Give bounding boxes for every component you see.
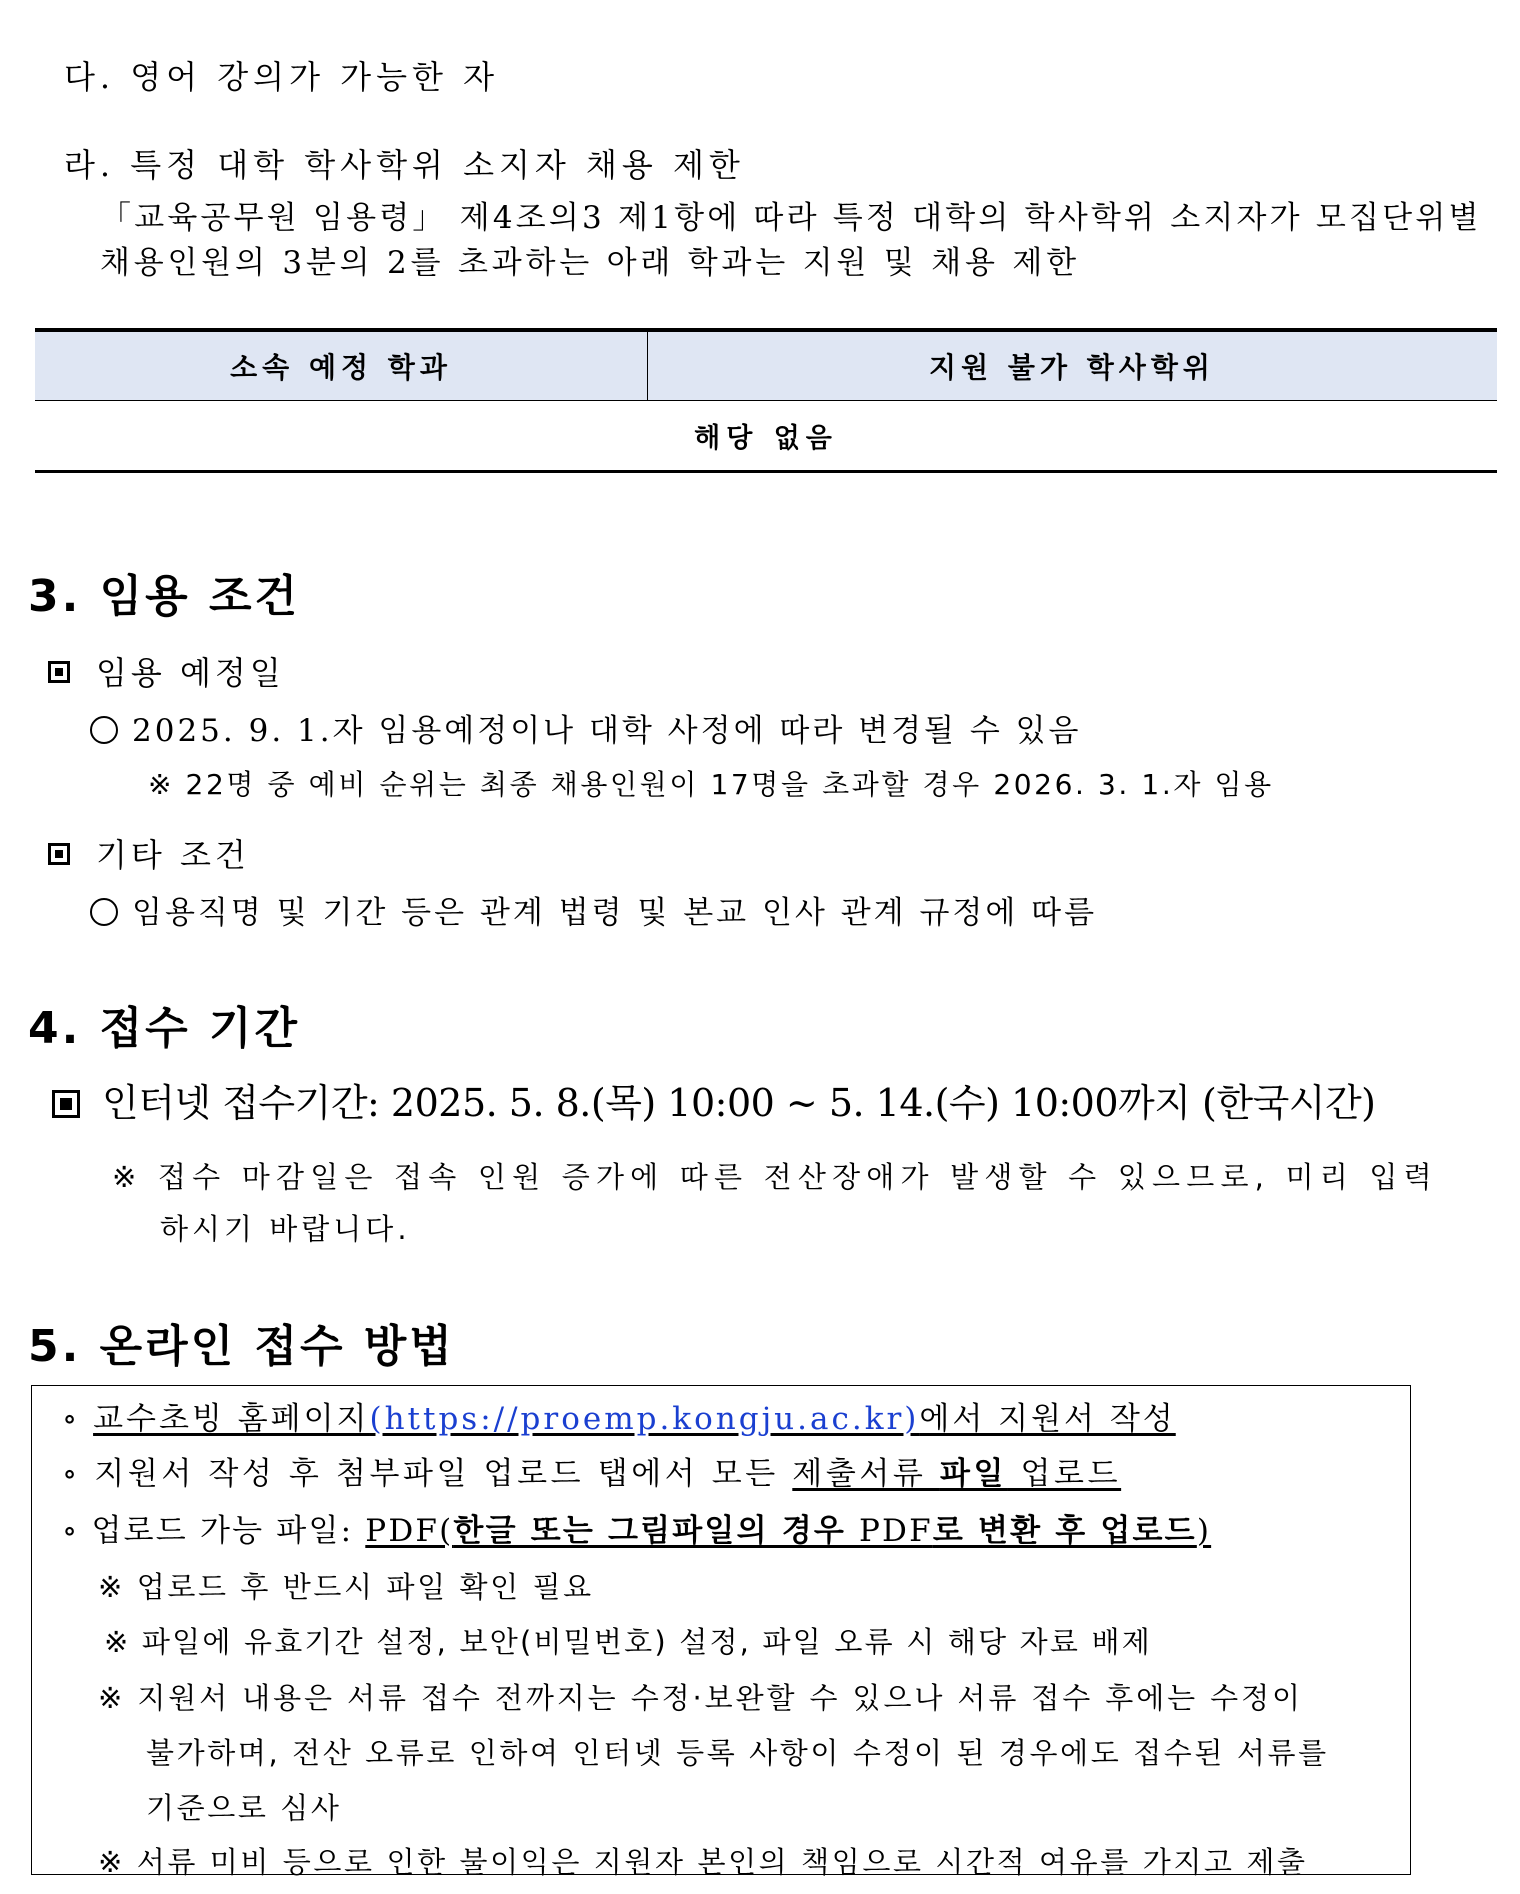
sec5-bullet3: [62, 1505, 1211, 1550]
square-bullet-icon: [48, 843, 70, 865]
table-row: 해당 없음: [35, 401, 1497, 473]
qualification-da: 다. 영어 강의가 가능한 자: [64, 58, 499, 96]
sec3-item1-note: ※ 22명 중 예비 순위는 최종 채용인원이 17명을 초과할 경우 2026. 3. 1.자 임용: [148, 768, 1274, 801]
sec5-b2-pre: 지원서 작성 후 첨부파일 업로드 탭에서 모든: [94, 1456, 793, 1492]
sec5-b2-u3: 업로드: [1007, 1456, 1122, 1492]
section-3-title: 3. 임용 조건: [28, 571, 300, 622]
sec3-item2-circle-row: [90, 887, 1097, 932]
table-header: [35, 328, 1497, 401]
square-bullet-icon: [48, 661, 70, 683]
bullet-dot-icon: ∘: [62, 1401, 81, 1437]
sec5-b3-pre: 업로드 가능 파일:: [91, 1513, 366, 1549]
sec5-note3-line3: 기준으로 심사: [146, 1791, 342, 1825]
sec5-bullet1: [62, 1393, 1176, 1438]
sec3-item2-title: 기타 조건: [96, 836, 250, 874]
bullet-dot-icon: ∘: [62, 1456, 81, 1492]
sec5-bullet2: [62, 1448, 1121, 1493]
sec4-period: 인터넷 접수기간: 2025. 5. 8.(목) 10:00 ∼ 5. 14.(수) 10:00까지 (한국시간): [102, 1081, 1376, 1125]
sec5-note3-line2: 불가하며, 전산 오류로 인하여 인터넷 등록 사항이 수정이 된 경우에도 접수된 서류를: [146, 1736, 1329, 1770]
sec5-b1-pre: 교수초빙 홈페이지: [93, 1401, 370, 1437]
sec5-b3-u4: 로 변환 후 업로드: [932, 1513, 1197, 1549]
sec5-note4: ※ 서류 미비 등으로 인한 불이익은 지원자 본인의 책임으로 시간적 여유를 가지고 제출: [98, 1845, 1308, 1879]
sec3-item2-circle: 임용직명 및 기간 등은 관계 법령 및 본교 인사 관계 규정에 따름: [132, 895, 1098, 931]
sec3-item1-circle-row: [90, 705, 1082, 750]
sec5-b3-u1: PDF(: [365, 1513, 454, 1549]
qualification-ra-title: 라. 특정 대학 학사학위 소지자 채용 제한: [64, 146, 745, 184]
sec5-note1: ※ 업로드 후 반드시 파일 확인 필요: [98, 1570, 594, 1604]
table-header-department: 소속 예정 학과: [35, 332, 648, 400]
homepage-link[interactable]: (https://proemp.kongju.ac.kr): [369, 1401, 920, 1437]
sec5-note2: ※ 파일에 유효기간 설정, 보안(비밀번호) 설정, 파일 오류 시 해당 자료 배제: [104, 1625, 1152, 1659]
qualification-ra-line2: 채용인원의 3분의 2를 초과하는 아래 학과는 지원 및 채용 제한: [100, 245, 1080, 281]
qualification-ra-line1: 「교육공무원 임용령」 제4조의3 제1항에 따라 특정 대학의 학사학위 소지자가 모집단위별: [100, 200, 1482, 236]
section-5-title: 5. 온라인 접수 방법: [28, 1321, 455, 1372]
circle-bullet-icon: [90, 716, 118, 744]
sec4-period-row: [52, 1072, 1376, 1127]
sec5-b3-u3: PDF: [859, 1513, 933, 1549]
square-bullet-icon: [52, 1090, 80, 1118]
sec5-b3-u5: ): [1196, 1513, 1212, 1549]
sec5-b3-underlined: [365, 1513, 1211, 1549]
sec5-b2-underlined: [792, 1456, 1121, 1492]
sec5-b2-u1: 제출서류: [792, 1456, 940, 1492]
sec4-note-line2: 하시기 바랍니다.: [160, 1212, 411, 1246]
bullet-dot-icon: ∘: [62, 1513, 80, 1549]
sec3-item1-title: 임용 예정일: [96, 654, 285, 692]
sec5-b3-u2: 한글 또는 그림파일의 경우: [453, 1513, 859, 1549]
sec5-note3-line1: ※ 지원서 내용은 서류 접수 전까지는 수정·보완할 수 있으나 서류 접수 후에는 수정이: [98, 1681, 1303, 1715]
sec3-item1-circle: 2025. 9. 1.자 임용예정이나 대학 사정에 따라 변경될 수 있음: [132, 713, 1082, 749]
sec3-item1: [48, 648, 285, 694]
section-4-title: 4. 접수 기간: [28, 1003, 300, 1054]
circle-bullet-icon: [90, 898, 118, 926]
sec5-b1-post: 에서 지원서 작성: [919, 1401, 1176, 1437]
table-header-degree: 지원 불가 학사학위: [929, 351, 1215, 384]
sec5-b2-u2: 파일: [939, 1456, 1008, 1492]
sec4-note-line1: ※ 접수 마감일은 접속 인원 증가에 따른 전산장애가 발생할 수 있으므로, 미리 입력: [112, 1160, 1438, 1194]
sec3-item2: [48, 830, 250, 876]
sec5-bullet1-text: [93, 1401, 1176, 1437]
